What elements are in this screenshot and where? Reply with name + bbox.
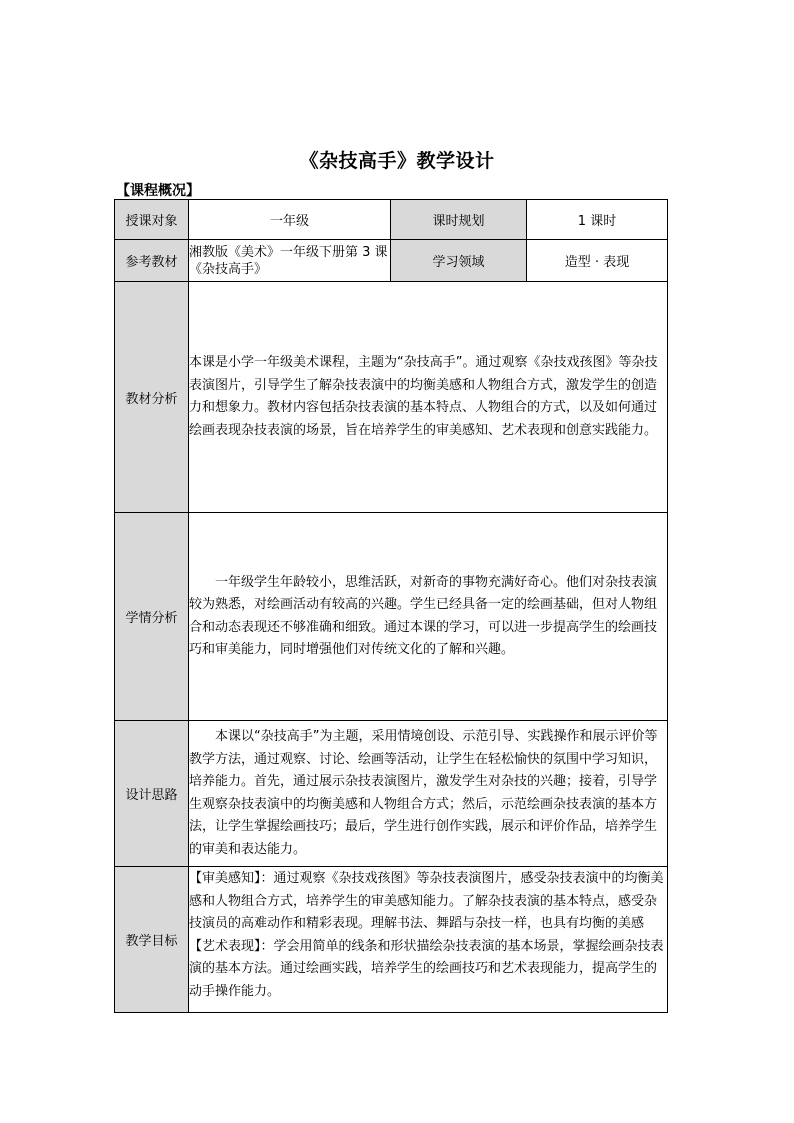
goal-aesthetic-tag: 【审美感知】 bbox=[189, 871, 261, 886]
label-design-idea: 设计思路 bbox=[115, 721, 189, 867]
goal-aesthetic-text: ：通过观察《杂技戏孩图》等杂技表演图片，感受杂技表演中的均衡美感和人物组合方式，培养学生的审美感知能力。了解杂技表演的基本特点，感受杂技演员的高难动作和精彩表现。理解书法、舞蹈与杂技一样，也具有均衡的美感 bbox=[189, 871, 664, 931]
goal-artistic-text: ：学会用简单的线条和形状描绘杂技表演的基本场景，掌握绘画杂技表演的基本方法。通过绘画实践，培养学生的绘画技巧和艺术表现能力，提高学生的动手操作能力。 bbox=[189, 938, 664, 999]
value-periods: 1 课时 bbox=[527, 200, 668, 240]
value-textbook: 湘教版《美术》一年级下册第 3 课《杂技高手》 bbox=[189, 240, 391, 282]
goal-aesthetic bbox=[189, 868, 667, 936]
value-domain: 造型 · 表现 bbox=[527, 240, 668, 282]
goal-artistic bbox=[189, 936, 667, 1004]
design-idea-text: 本课以“杂技高手”为主题，采用情境创设、示范引导、实践操作和展示评价等教学方法，通过观察、讨论、绘画等活动，让学生在轻松愉快的氛围中学习知识，培养能力。首先，通过展示杂技表演图片，激发学生对杂技的兴趣；接着，引导学生观察杂技表演中的均衡美感和人物组合方式；然后，示范绘画杂技表演的基本方法，让学生掌握绘画技巧；最后，学生进行创作实践，展示和评价作品，培养学生的审美和表达能力。 bbox=[189, 729, 658, 857]
teaching-goals-cell bbox=[189, 867, 668, 1013]
student-analysis-cell bbox=[189, 513, 668, 721]
design-idea-cell bbox=[189, 721, 668, 867]
lesson-design-table bbox=[114, 199, 668, 1013]
table-row bbox=[115, 513, 668, 721]
table-row bbox=[115, 282, 668, 513]
table-row bbox=[115, 867, 668, 1013]
label-periods: 课时规划 bbox=[391, 200, 527, 240]
label-student-analysis: 学情分析 bbox=[115, 513, 189, 721]
label-material-analysis: 教材分析 bbox=[115, 282, 189, 513]
value-grade: 一年级 bbox=[189, 200, 391, 240]
table-row bbox=[115, 200, 668, 240]
student-analysis-text: 一年级学生年龄较小，思维活跃，对新奇的事物充满好奇心。他们对杂技表演较为熟悉，对绘画活动有较高的兴趣。学生已经具备一定的绘画基础，但对人物组合和动态表现还不够准确和细致。通过本课的学习，可以进一步提高学生的绘画技巧和审美能力，同时增强他们对传统文化的了解和兴趣。 bbox=[189, 574, 658, 657]
label-grade: 授课对象 bbox=[115, 200, 189, 240]
material-analysis-cell bbox=[189, 282, 668, 513]
table-row bbox=[115, 721, 668, 867]
goal-artistic-tag: 【艺术表现】 bbox=[189, 938, 261, 954]
label-textbook: 参考教材 bbox=[115, 240, 189, 282]
page-title: 《杂技高手》教学设计 bbox=[299, 150, 495, 172]
label-teaching-goals: 教学目标 bbox=[115, 867, 189, 1013]
label-domain: 学习领域 bbox=[391, 240, 527, 282]
section-label: 【课程概况】 bbox=[116, 183, 200, 199]
material-analysis-text: 本课是小学一年级美术课程，主题为“杂技高手”。通过观察《杂技戏孩图》等杂技表演图片，引导学生了解杂技表演中的均衡美感和人物组合方式，激发学生的创造力和想象力。教材内容包括杂技表演的基本特点、人物组合的方式，以及如何通过绘画表现杂技表演的场景，旨在培养学生的审美感知、艺术表现和创意实践能力。 bbox=[189, 355, 658, 438]
table-row bbox=[115, 240, 668, 282]
